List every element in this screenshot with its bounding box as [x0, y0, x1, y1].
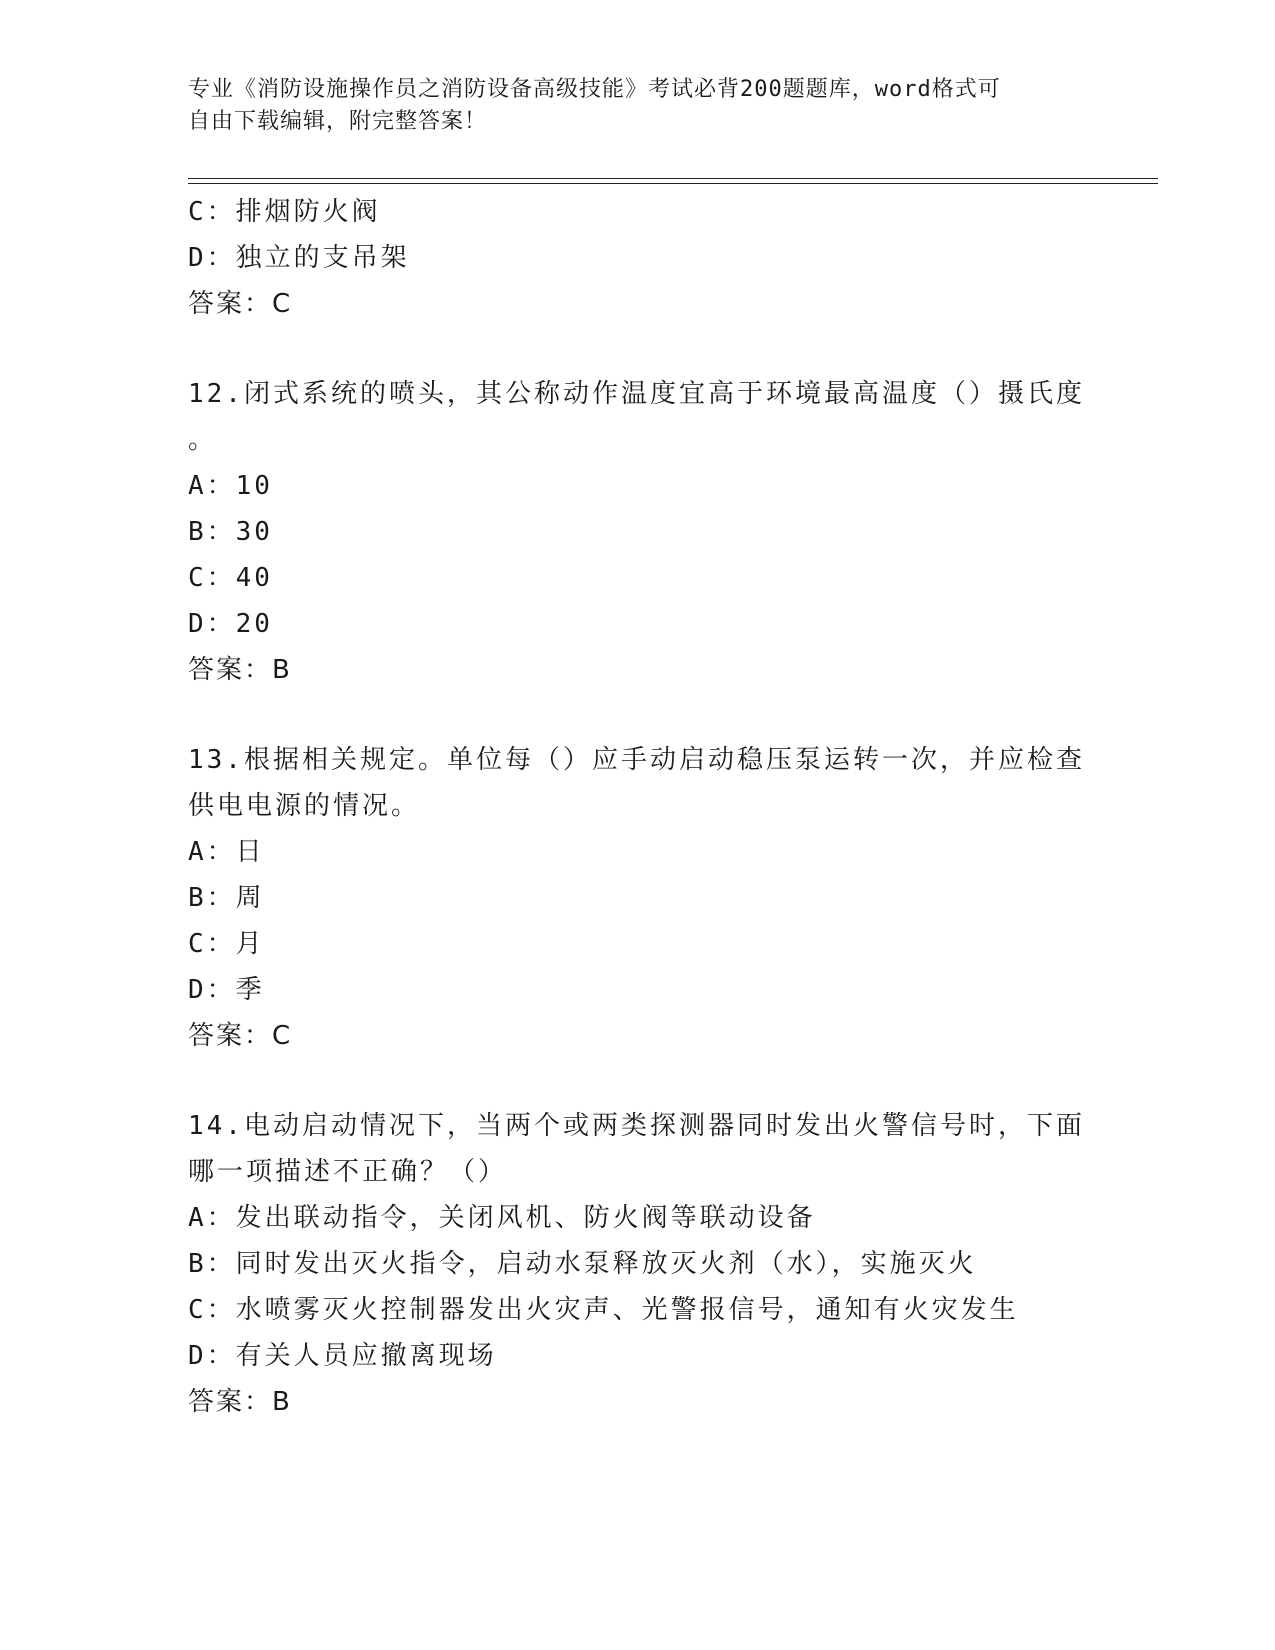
- question-13: [188, 737, 1088, 1059]
- question-stem-line-1: 14.电动启动情况下，当两个或两类探测器同时发出火警信号时，下面: [188, 1111, 1085, 1141]
- answer-line: 答案：B: [188, 655, 292, 685]
- answer-line: 答案：C: [188, 289, 293, 319]
- option-d: D：季: [188, 975, 265, 1005]
- answer-line: 答案：C: [188, 1021, 293, 1051]
- option-d: D：20: [188, 609, 273, 639]
- continued-question: [188, 189, 1088, 327]
- header-divider-top: [188, 178, 1158, 179]
- option-a: A：10: [188, 471, 273, 501]
- option-c: C：月: [188, 929, 265, 959]
- header-divider-bottom: [188, 183, 1158, 184]
- option-b: B：周: [188, 883, 265, 913]
- question-list: [188, 189, 1088, 1425]
- question-stem-line-2: 供电电源的情况。: [188, 791, 421, 821]
- option-c: C：40: [188, 563, 273, 593]
- option-a: A：发出联动指令，关闭风机、防火阀等联动设备: [188, 1203, 816, 1233]
- header-title-line-2: 自由下载编辑，附完整答案！: [188, 109, 488, 134]
- option-c: C：排烟防火阀: [188, 197, 381, 227]
- header-title-line-1: 专业《消防设施操作员之消防设备高级技能》考试必背200题题库，word格式可: [188, 77, 1001, 102]
- option-d: D：有关人员应撤离现场: [188, 1341, 497, 1371]
- question-12: [188, 371, 1088, 693]
- option-c: C：水喷雾灭火控制器发出火灾声、光警报信号，通知有火灾发生: [188, 1295, 1019, 1325]
- option-d: D：独立的支吊架: [188, 243, 410, 273]
- option-a: A：日: [188, 837, 265, 867]
- question-stem-line-2: 哪一项描述不正确？（）: [188, 1157, 508, 1187]
- document-header: [188, 74, 1088, 138]
- question-stem-line-1: 12.闭式系统的喷头，其公称动作温度宜高于环境最高温度（）摄氏度: [188, 379, 1085, 409]
- question-14: [188, 1103, 1088, 1425]
- option-b: B：30: [188, 517, 273, 547]
- answer-line: 答案：B: [188, 1387, 292, 1417]
- question-stem-line-2: 。: [188, 425, 218, 455]
- option-b: B：同时发出灭火指令，启动水泵释放灭火剂（水），实施灭火: [188, 1249, 977, 1279]
- question-stem-line-1: 13.根据相关规定。单位每（）应手动启动稳压泵运转一次，并应检查: [188, 745, 1085, 775]
